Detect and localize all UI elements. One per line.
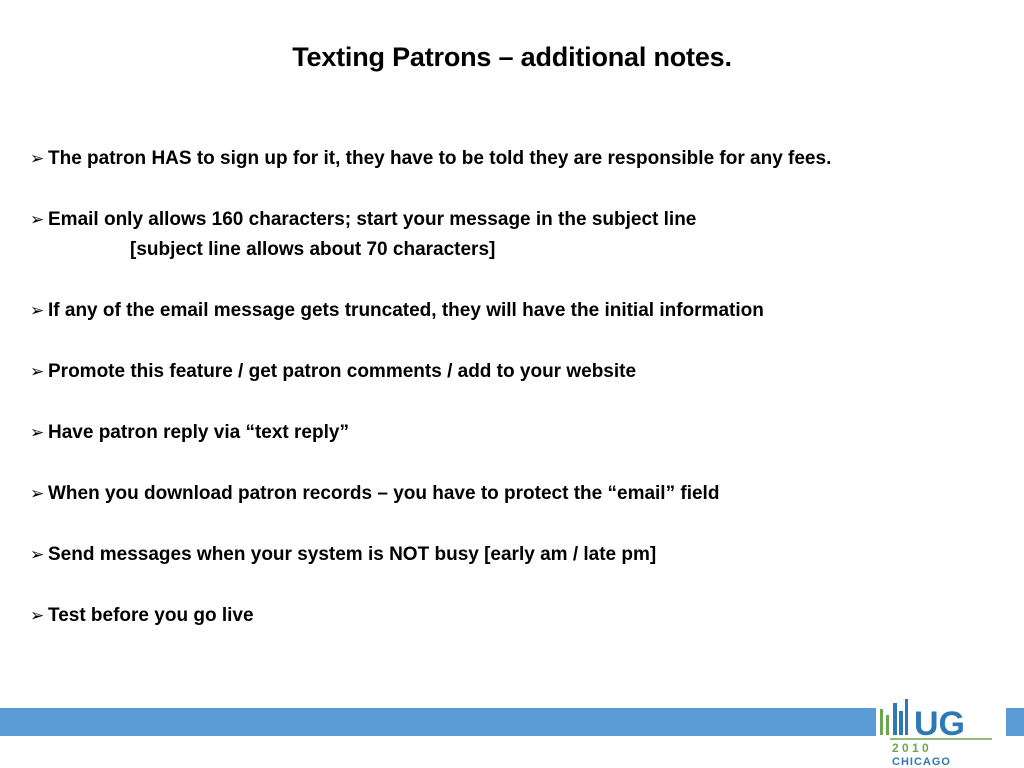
bullet-item [30, 144, 1010, 174]
bullet-text: Email only allows 160 characters; start your message in the subject line [48, 209, 697, 230]
bullet-item [30, 601, 1010, 631]
bullet-text: Have patron reply via “text reply” [48, 422, 349, 443]
bullet-item [30, 357, 1010, 387]
arrow-bullet-icon: ➢ [30, 301, 45, 320]
slide-title: Texting Patrons – additional notes. [292, 42, 732, 72]
arrow-bullet-icon: ➢ [30, 545, 45, 564]
bullet-item [30, 479, 1010, 509]
arrow-bullet-icon: ➢ [30, 423, 45, 442]
bullet-text: Send messages when your system is NOT busy [early am / late pm] [48, 544, 657, 565]
bullet-text: Test before you go live [48, 605, 254, 626]
arrow-bullet-icon: ➢ [30, 484, 45, 503]
bullet-text: The patron HAS to sign up for it, they have to be told they are responsible for any fees. [48, 148, 832, 169]
iug-2010-chicago-logo [876, 697, 1006, 768]
bullet-item [30, 296, 1010, 326]
bullet-text: When you download patron records – you have to protect the “email” field [48, 483, 720, 504]
arrow-bullet-icon: ➢ [30, 210, 45, 229]
arrow-bullet-icon: ➢ [30, 606, 45, 625]
bullet-text: If any of the email message gets truncated, they will have the initial information [48, 300, 764, 321]
bullet-list [30, 144, 1010, 662]
logo-main-text: UG [914, 705, 965, 743]
bullet-item [30, 205, 1010, 265]
bullet-text: Promote this feature / get patron comments / add to your website [48, 361, 637, 382]
footer-band [0, 708, 1024, 736]
arrow-bullet-icon: ➢ [30, 149, 45, 168]
bullet-item [30, 540, 1010, 570]
bullet-item [30, 418, 1010, 448]
logo-year-text: 2 0 1 0 [892, 741, 929, 755]
arrow-bullet-icon: ➢ [30, 362, 45, 381]
logo-city-text: CHICAGO [892, 756, 951, 768]
bullet-subtext: [subject line allows about 70 characters] [130, 239, 496, 260]
